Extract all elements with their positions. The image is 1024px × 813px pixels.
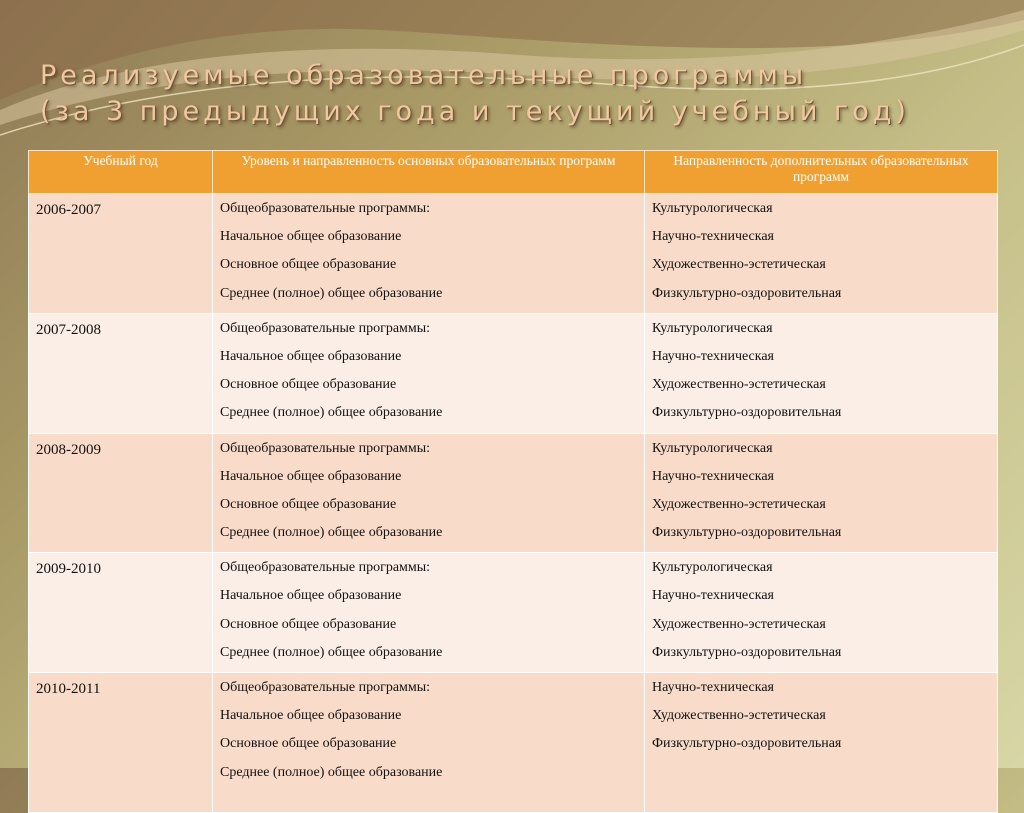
main-program-item: Начальное общее образование — [220, 588, 402, 604]
extra-programs-cell — [645, 673, 998, 813]
extra-program-item: Научно-техническая — [652, 229, 775, 245]
extra-programs-cell — [645, 433, 998, 553]
main-program-item: Общеобразовательные программы: — [220, 560, 431, 576]
header-main-programs: Уровень и направленность основных образовательных программ — [213, 151, 645, 194]
extra-program-item: Научно-техническая — [652, 468, 775, 484]
extra-program-item: Художественно-эстетическая — [652, 708, 826, 724]
extra-program-item: Художественно-эстетическая — [652, 377, 826, 393]
main-program-item: Общеобразовательные программы: — [220, 201, 431, 216]
table-header-row — [29, 151, 998, 194]
extra-program-item: Культурологическая — [652, 201, 773, 216]
extra-program-item: Научно-техническая — [652, 588, 775, 604]
extra-program-item: Научно-техническая — [652, 348, 775, 364]
table-row — [29, 194, 998, 314]
main-programs-cell — [213, 194, 645, 314]
extra-programs-cell — [645, 553, 998, 673]
main-program-item: Начальное общее образование — [220, 229, 402, 245]
extra-program-item: Художественно-эстетическая — [652, 616, 826, 632]
table-row — [29, 553, 998, 673]
extra-program-item: Художественно-эстетическая — [652, 257, 826, 273]
extra-program-item: Культурологическая — [652, 560, 773, 576]
extra-program-item: Физкультурно-оздоровительная — [652, 736, 842, 752]
table-row — [29, 313, 998, 433]
extra-program-item: Научно-техническая — [652, 680, 775, 695]
main-program-item: Начальное общее образование — [220, 348, 402, 364]
main-program-item: Среднее (полное) общее образование — [220, 525, 443, 541]
main-program-item: Основное общее образование — [220, 736, 397, 752]
title-line-1: Реализуемые образовательные программы — [40, 60, 808, 91]
main-program-item: Основное общее образование — [220, 377, 397, 393]
main-program-item: Общеобразовательные программы: — [220, 320, 431, 336]
header-extra-programs: Направленность дополнительных образовательных программ — [645, 151, 998, 194]
extra-program-item: Культурологическая — [652, 320, 773, 336]
extra-program-item: Физкультурно-оздоровительная — [652, 644, 842, 660]
title-line-2: (за 3 предыдущих года и текущий учебный год) — [40, 96, 910, 127]
year-cell: 2009-2010 — [29, 553, 213, 673]
main-program-item: Среднее (полное) общее образование — [220, 764, 443, 780]
main-program-item: Основное общее образование — [220, 257, 397, 273]
main-program-item: Общеобразовательные программы: — [220, 440, 431, 456]
extra-program-item: Физкультурно-оздоровительная — [652, 525, 842, 541]
table-row — [29, 433, 998, 553]
year-cell: 2008-2009 — [29, 433, 213, 553]
main-program-item: Среднее (полное) общее образование — [220, 285, 443, 301]
year-cell: 2007-2008 — [29, 313, 213, 433]
page-title — [40, 58, 910, 130]
extra-program-item: Художественно-эстетическая — [652, 496, 826, 512]
header-year: Учебный год — [29, 151, 213, 194]
year-cell: 2010-2011 — [29, 673, 213, 813]
main-program-item: Начальное общее образование — [220, 708, 402, 724]
main-programs-cell — [213, 553, 645, 673]
extra-program-item: Физкультурно-оздоровительная — [652, 285, 842, 301]
main-programs-cell — [213, 673, 645, 813]
extra-program-item: Культурологическая — [652, 440, 773, 456]
main-programs-cell — [213, 433, 645, 553]
main-program-item: Среднее (полное) общее образование — [220, 644, 443, 660]
main-program-item: Начальное общее образование — [220, 468, 402, 484]
main-program-item: Основное общее образование — [220, 496, 397, 512]
extra-program-item: Физкультурно-оздоровительная — [652, 405, 842, 421]
year-cell: 2006-2007 — [29, 194, 213, 314]
main-programs-cell — [213, 313, 645, 433]
extra-programs-cell — [645, 194, 998, 314]
main-program-item: Основное общее образование — [220, 616, 397, 632]
main-program-item: Общеобразовательные программы: — [220, 680, 431, 695]
programs-table — [28, 150, 998, 813]
extra-programs-cell — [645, 313, 998, 433]
table-row — [29, 673, 998, 813]
main-program-item: Среднее (полное) общее образование — [220, 405, 443, 421]
